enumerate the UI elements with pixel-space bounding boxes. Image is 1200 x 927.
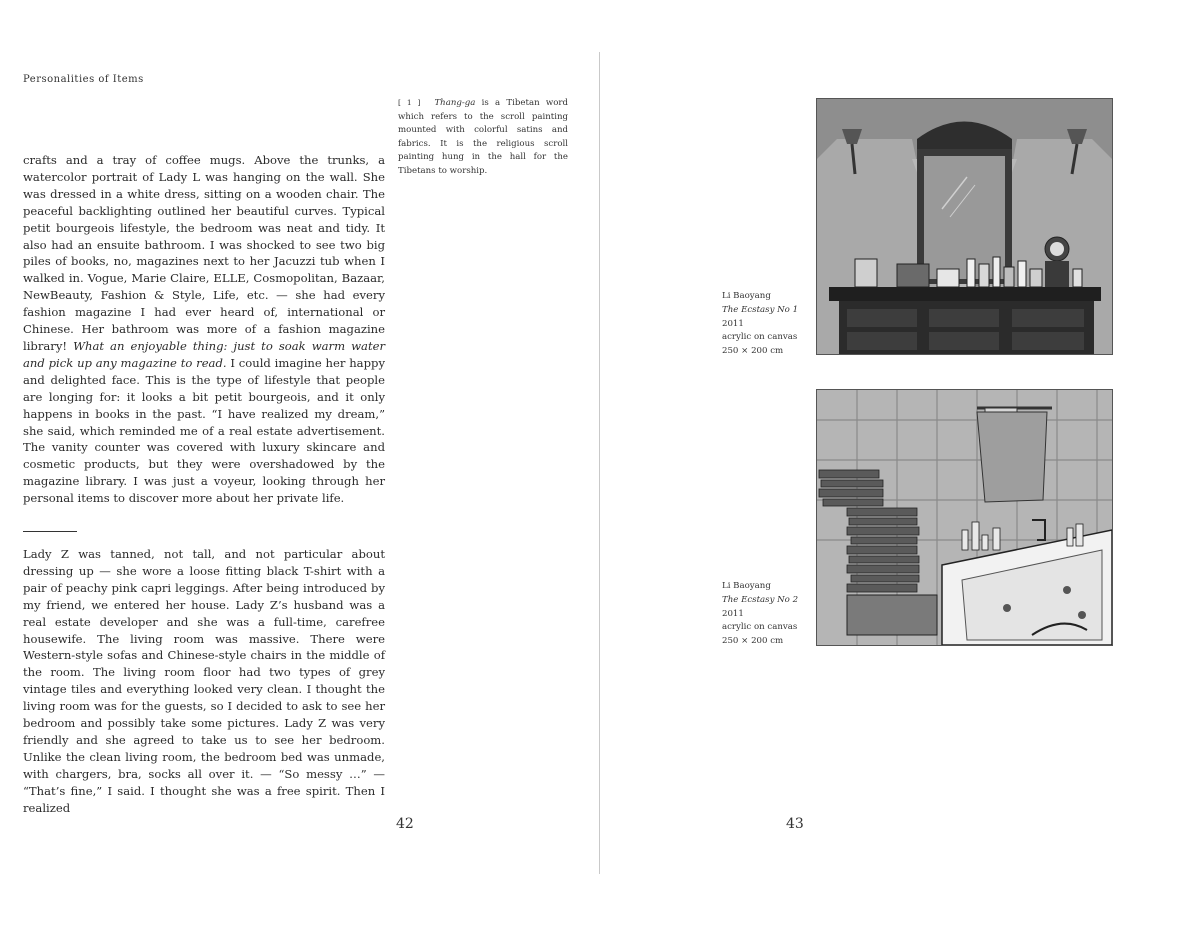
section-separator-rule [23, 531, 77, 532]
artwork-2-dimensions: 250 × 200 cm [722, 636, 784, 647]
paragraph-1-text-b: I could imagine her happy and delighted face. This is the type of lifestyle that people are longing for: it looks a bit petit bourgeois, and it only happens in books in the past. “I have realized my dream,” she said, which reminded me of a real estate advertisement. The vanity counter was covered with luxury skincare and cosmetic products, but they were overshadowed by the magazine library. I was just a voyeur, looking through her personal items to discover more about her private life. [23, 355, 385, 506]
artwork-2-year: 2011 [722, 608, 744, 619]
body-paragraph-1 [23, 152, 385, 507]
footnote [398, 96, 568, 179]
paragraph-1-text-a: crafts and a tray of coffee mugs. Above the trunks, a watercolor portrait of Lady L was hanging on the wall. She was dressed in a white dress, sitting on a wooden chair. The peaceful backlighting outlined her beautiful curves. Typical petit bourgeois lifestyle, the bedroom was neat and tidy. It also had an ensuite bathroom. I was shocked to see two big piles of books, no, magazines next to her Jacuzzi tub when I walked in. Vogue, Marie Claire, ELLE, Cosmopolitan, Bazaar, NewBeauty, Fashion & Style, Life, etc. — she had every fashion magazine I had ever heard of, international or Chinese. Her bathroom was more of a fashion magazine library! [23, 153, 385, 353]
footnote-text: is a Tibetan word which refers to the scroll painting mounted with colorful satins and fabrics. It is the religious scroll painting hung in the hall for the Tibetans to worship. [398, 98, 568, 176]
artwork-caption-2 [722, 580, 812, 649]
artwork-1-artist: Li Baoyang [722, 291, 771, 301]
page-number-right: 43 [786, 816, 804, 832]
artwork-image-vanity [816, 98, 1113, 355]
artwork-1-dimensions: 250 × 200 cm [722, 346, 784, 357]
artwork-2-medium: acrylic on canvas [722, 622, 798, 633]
artwork-1-title: The Ecstasy No 1 [722, 304, 799, 315]
artwork-1-medium: acrylic on canvas [722, 332, 798, 343]
artwork-image-bathroom [816, 389, 1113, 646]
artwork-2-artist: Li Baoyang [722, 581, 771, 591]
page-number-left: 42 [396, 816, 414, 832]
paragraph-1-italic-text: What an enjoyable thing: just to soak warm water and pick up any magazine to read. [23, 338, 386, 370]
artwork-caption-1 [722, 290, 812, 359]
artwork-2-title: The Ecstasy No 2 [722, 594, 799, 605]
running-head: Personalities of Items [23, 74, 144, 85]
book-spine-divider [599, 52, 600, 874]
artwork-1-year: 2011 [722, 318, 744, 329]
body-paragraph-2: Lady Z was tanned, not tall, and not particular about dressing up — she wore a loose fitting black T-shirt with a pair of peachy pink capri leggings. After being introduced by my friend, we entered her house. Lady Z’s husband was a real estate developer and she was a full-time, carefree housewife. The living room was massive. There were Western-style sofas and Chinese-style chairs in the middle of the room. The living room floor had two types of grey vintage tiles and everything looked very clean. I thought the living room was for the guests, so I decided to ask to see her bedroom and possibly take some pictures. Lady Z was very friendly and she agreed to take us to see her bedroom. Unlike the clean living room, the bedroom bed was unmade, with chargers, bra, socks all over it. — “So messy …” — “That’s fine,” I said. I thought she was a free spirit. Then I realized [23, 547, 385, 815]
footnote-term: Thang-ga [434, 98, 476, 108]
footnote-number: [ 1 ] [398, 98, 421, 107]
